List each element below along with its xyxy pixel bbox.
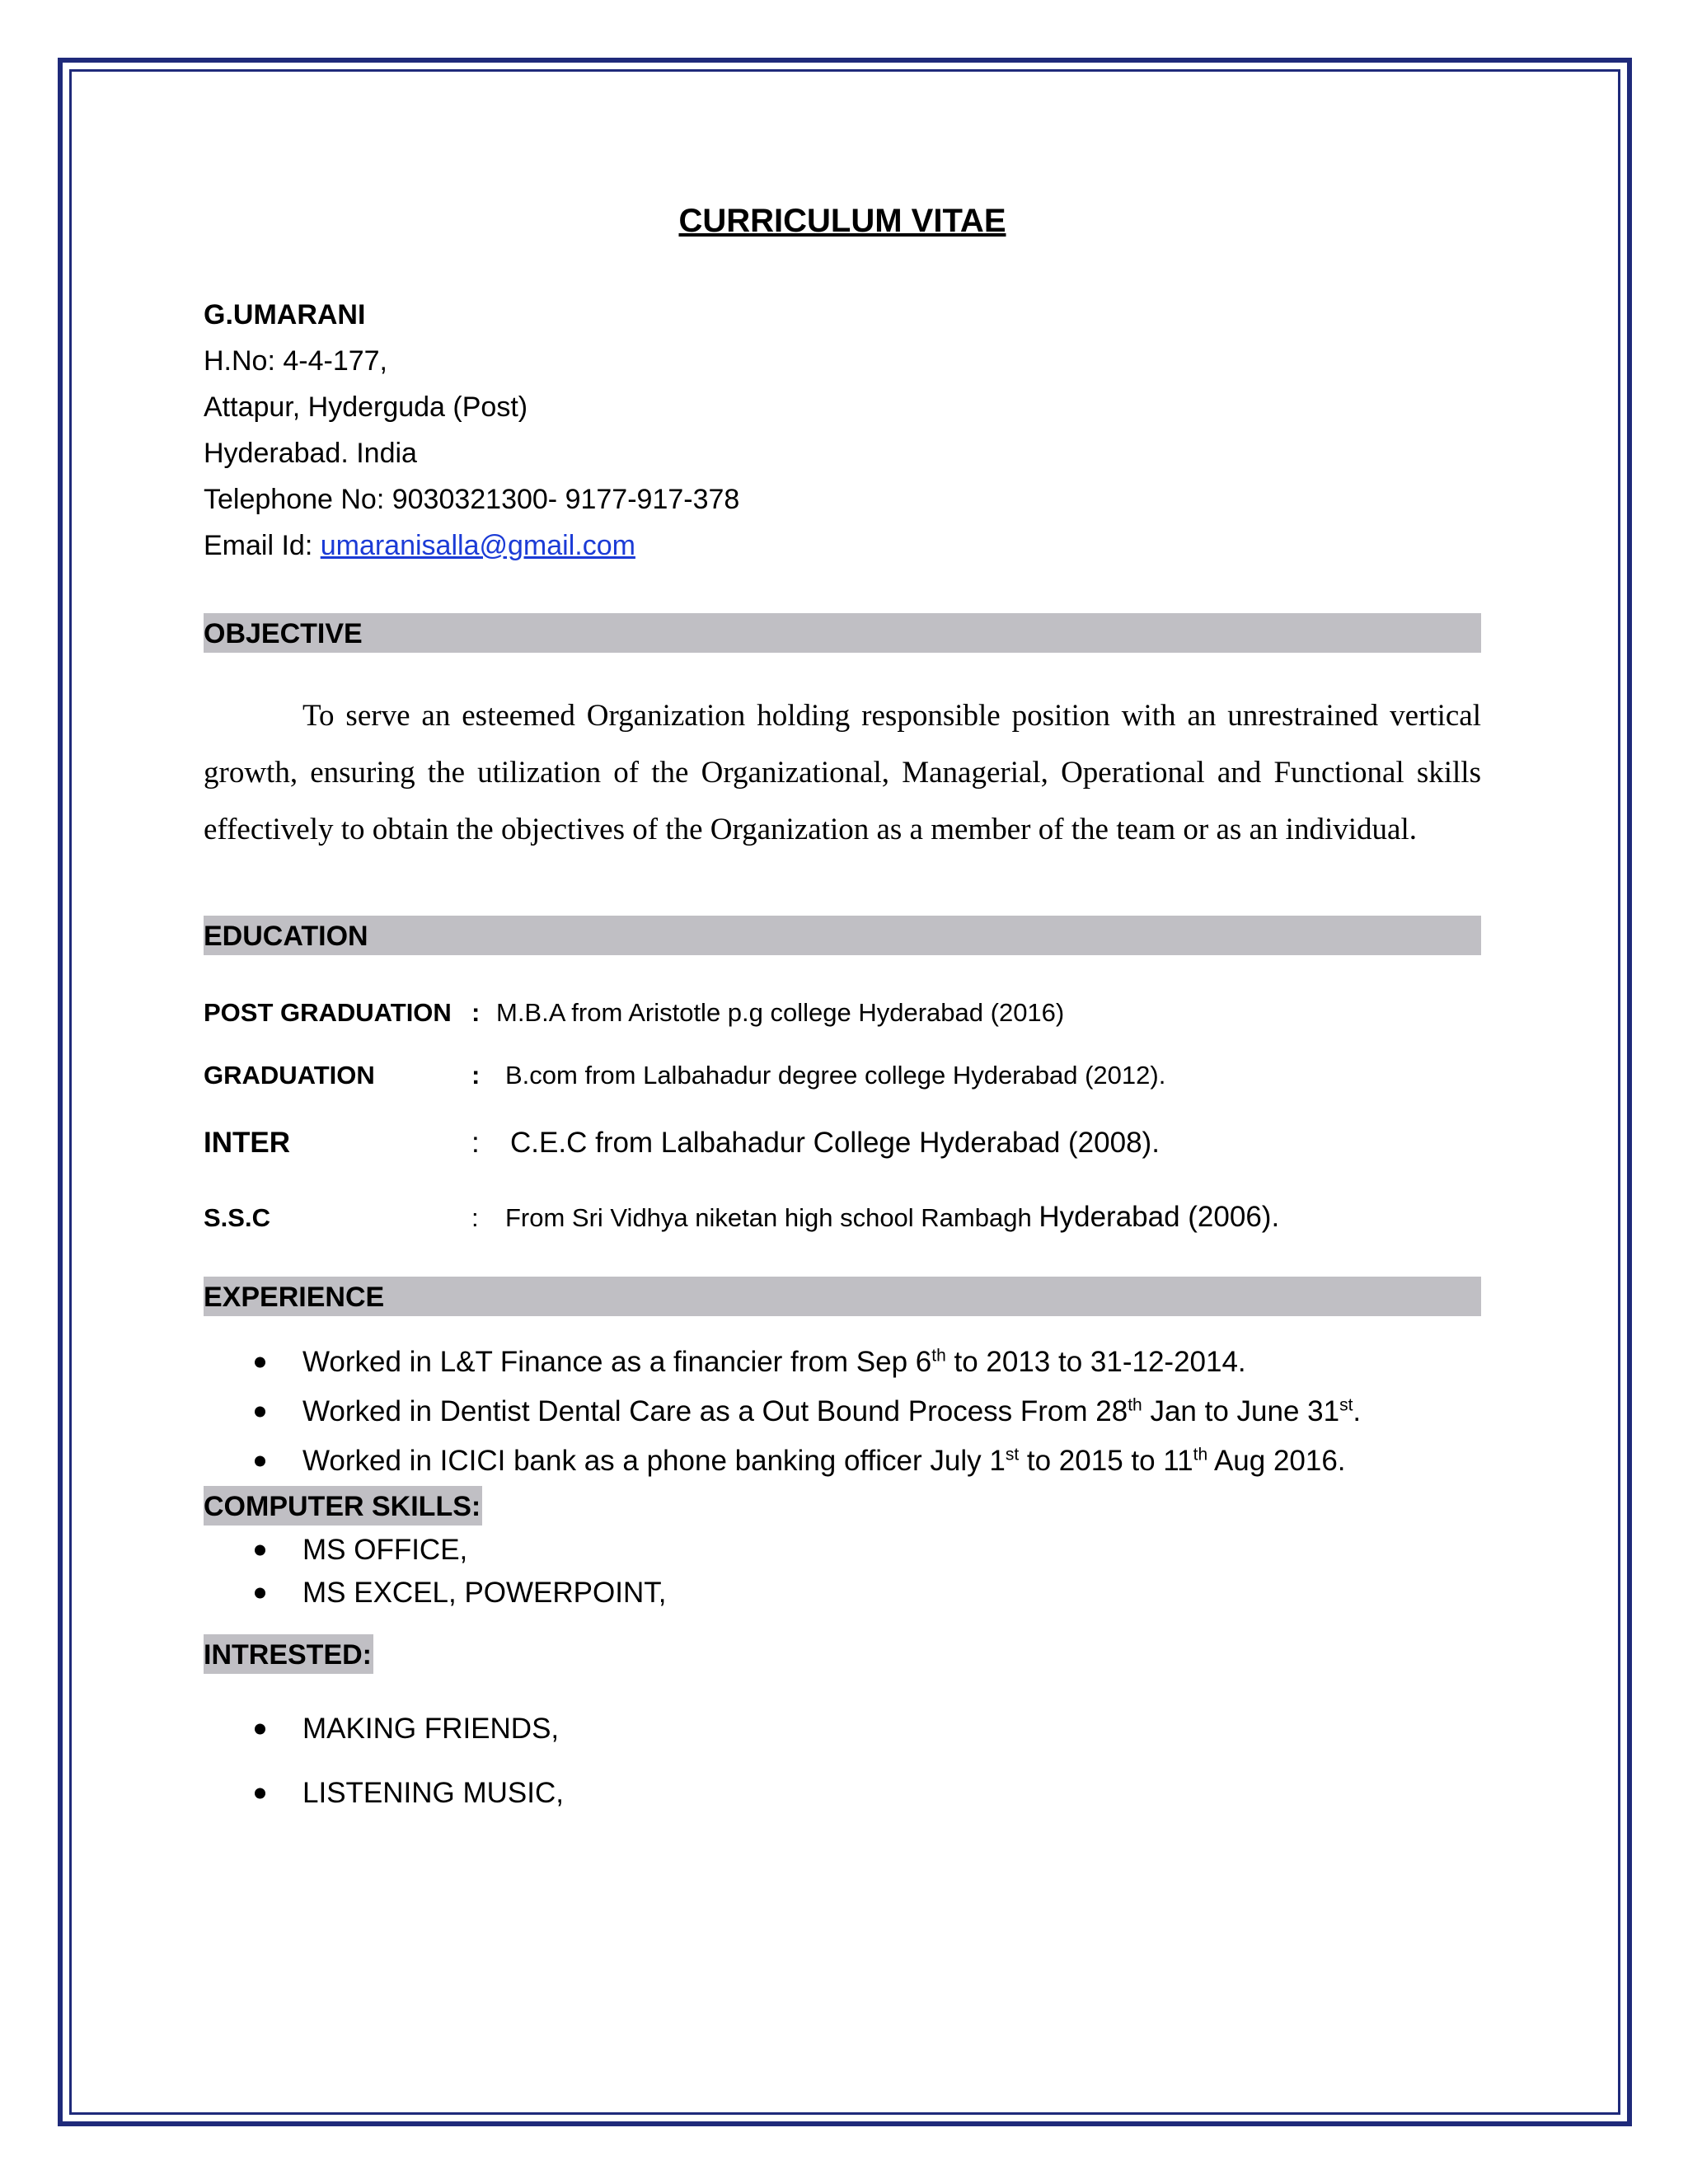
page-title: CURRICULUM VITAE [678,203,1006,239]
interested-list [204,1697,1481,1825]
contact-block [204,292,1481,569]
email-line [204,523,1481,569]
education-colon: : [471,1127,480,1159]
bullet-icon [255,1545,265,1556]
education-detail: From Sri Vidhya niketan high school Rambagh Hyderabad (2006). [505,1201,1280,1233]
education-detail: M.B.A from Aristotle p.g college Hyderabad (2016) [496,998,1065,1027]
education-row-ssc [204,1201,1481,1234]
bullet-icon [255,1788,265,1799]
house-number: H.No: 4-4-177, [204,345,387,377]
address-city: Hyderabad. India [204,438,417,469]
objective-heading: OBJECTIVE [204,613,1481,653]
education-detail: C.E.C from Lalbahadur College Hyderabad (2008). [510,1127,1160,1159]
candidate-name: G.UMARANI [204,299,366,330]
objective-text: To serve an esteemed Organization holding responsible position with an unrestrained vertical growth, ensuring the utilization of the Organizational, Managerial, Operational and Functional skills effectively to obtain the objectives of the Organization as a member of the team or as an individual. [204,699,1481,846]
interested-heading: INTRESTED: [204,1634,373,1674]
education-detail: B.com from Lalbahadur degree college Hyderabad (2012). [505,1061,1166,1090]
email-label: Email Id: [204,530,321,561]
education-colon: : [471,1203,479,1232]
computer-skills-heading-row [204,1486,1481,1529]
bullet-icon [255,1357,265,1368]
bullet-icon [255,1407,265,1418]
bullet-icon [255,1456,265,1467]
experience-item: Worked in Dentist Dental Care as a Out Bound Process From 28th Jan to June 31st. [204,1387,1481,1436]
interested-heading-row [204,1634,1481,1677]
education-heading: EDUCATION [204,916,1481,955]
email-link[interactable]: umaranisalla@gmail.com [320,530,635,561]
education-colon: : [471,1061,481,1090]
address-area: Attapur, Hyderguda (Post) [204,391,528,423]
resume-page [204,198,1481,1825]
experience-item: Worked in ICICI bank as a phone banking officer July 1st to 2015 to 11th Aug 2016. [204,1436,1481,1486]
education-row-inter [204,1127,1481,1160]
skill-item: MS OFFICE, [204,1529,1481,1572]
computer-skills-list [204,1529,1481,1615]
telephone: Telephone No: 9030321300- 9177-917-378 [204,484,740,515]
education-level: S.S.C [204,1203,270,1232]
education-level: INTER [204,1127,290,1159]
interest-item: LISTENING MUSIC, [204,1761,1481,1825]
education-row-graduation [204,1061,1481,1090]
bullet-icon [255,1724,265,1735]
education-colon: : [471,998,481,1027]
education-level: POST GRADUATION [204,998,452,1027]
computer-skills-heading: COMPUTER SKILLS: [204,1486,482,1526]
education-level: GRADUATION [204,1061,375,1090]
experience-item: Worked in L&T Finance as a financier from Sep 6th to 2013 to 31-12-2014. [204,1338,1481,1387]
skill-item: MS EXCEL, POWERPOINT, [204,1572,1481,1615]
experience-list [204,1338,1481,1486]
bullet-icon [255,1588,265,1599]
interest-item: MAKING FRIENDS, [204,1697,1481,1761]
experience-heading: EXPERIENCE [204,1277,1481,1316]
education-row-post-graduation [204,998,1481,1028]
